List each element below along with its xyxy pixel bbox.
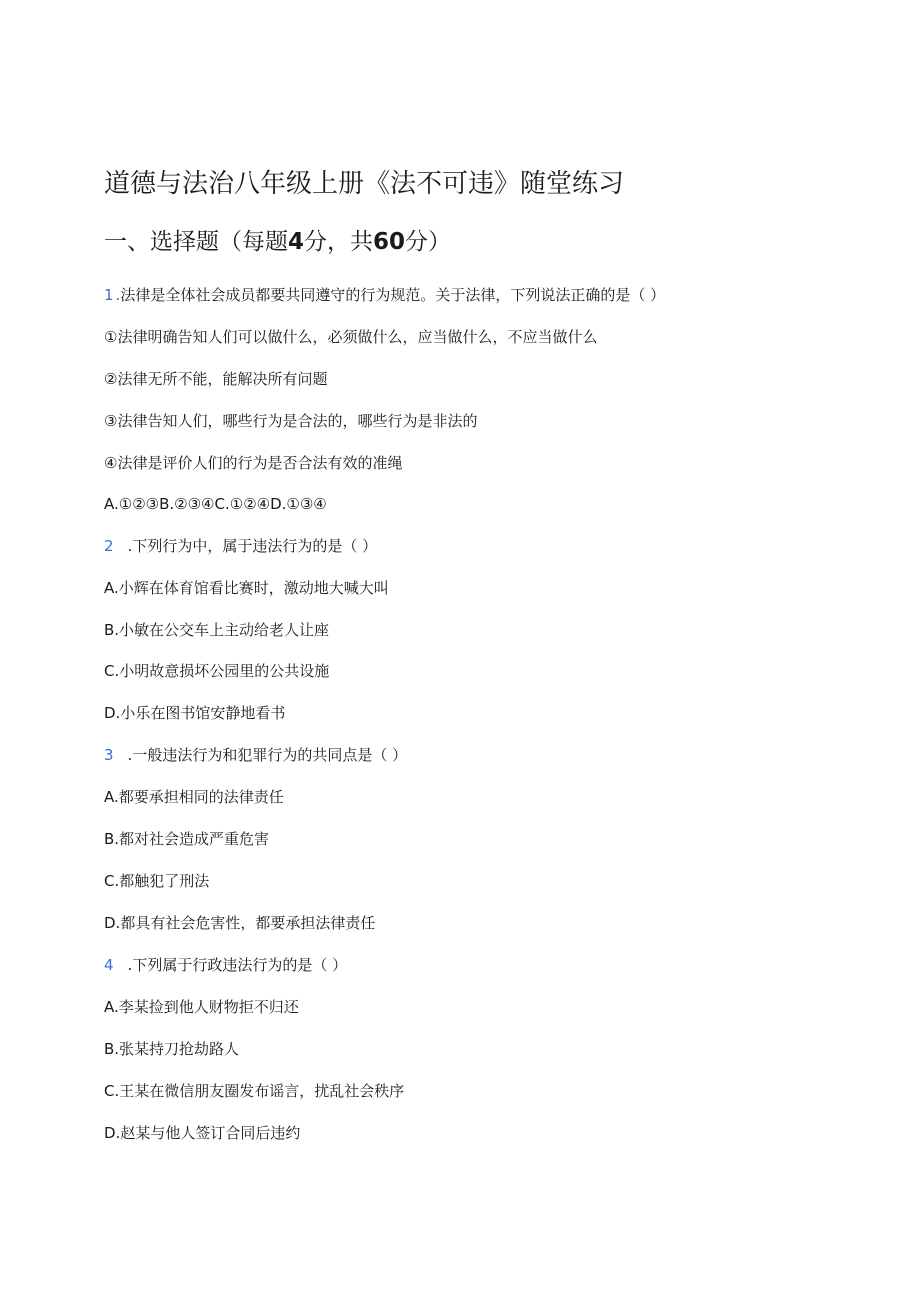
question-4-option-c: C.王某在微信朋友圈发布谣言，扰乱社会秩序 xyxy=(104,1082,405,1100)
section-total-score: 60 xyxy=(373,229,406,255)
question-1-statement-3: ③法律告知人们，哪些行为是合法的，哪些行为是非法的 xyxy=(104,412,478,430)
question-3-separator: . xyxy=(127,746,133,764)
question-2-option-b: B.小敏在公交车上主动给老人让座 xyxy=(104,621,330,639)
question-1-separator: . xyxy=(115,286,121,304)
question-2-option-c: C.小明故意损坏公园里的公共设施 xyxy=(104,662,330,680)
question-3-option-a: A.都要承担相同的法律责任 xyxy=(104,788,284,806)
question-1-number: 1 xyxy=(104,286,114,304)
question-3-text: 一般违法行为和犯罪行为的共同点是（ ） xyxy=(132,746,408,764)
question-3-stem xyxy=(104,745,407,765)
question-4-number: 4 xyxy=(104,956,114,974)
question-1-statement-1: ①法律明确告知人们可以做什么，必须做什么，应当做什么，不应当做什么 xyxy=(104,328,598,346)
question-1-text: 法律是全体社会成员都要共同遵守的行为规范。关于法律，下列说法正确的是（ ） xyxy=(120,286,666,304)
question-2-text: 下列行为中，属于违法行为的是（ ） xyxy=(132,537,378,555)
page-title: 道德与法治八年级上册《法不可违》随堂练习 xyxy=(104,169,625,200)
section-heading xyxy=(104,226,451,258)
question-3-option-b: B.都对社会造成严重危害 xyxy=(104,830,270,848)
question-1-statement-4: ④法律是评价人们的行为是否合法有效的准绳 xyxy=(104,454,403,472)
section-heading-mid: 分，共 xyxy=(304,229,374,255)
question-2-number: 2 xyxy=(104,537,114,555)
question-2-separator: . xyxy=(127,537,133,555)
question-2-option-d: D.小乐在图书馆安静地看书 xyxy=(104,704,286,722)
question-2-option-a: A.小辉在体育馆看比赛时，激动地大喊大叫 xyxy=(104,579,389,597)
question-1-stem xyxy=(104,285,665,305)
section-per-score: 4 xyxy=(288,229,305,255)
question-4-option-b: B.张某持刀抢劫路人 xyxy=(104,1040,240,1058)
section-heading-suffix: 分） xyxy=(405,229,452,255)
question-3-option-d: D.都具有社会危害性，都要承担法律责任 xyxy=(104,914,376,932)
section-heading-prefix: 一、选择题（每题 xyxy=(104,229,288,255)
question-4-option-a: A.李某捡到他人财物拒不归还 xyxy=(104,998,299,1016)
question-4-option-d: D.赵某与他人签订合同后违约 xyxy=(104,1124,301,1142)
question-4-text: 下列属于行政违法行为的是（ ） xyxy=(132,956,348,974)
question-1-statement-2: ②法律无所不能，能解决所有问题 xyxy=(104,370,328,388)
question-4-stem xyxy=(104,955,347,975)
question-2-stem xyxy=(104,536,377,556)
question-3-option-c: C.都触犯了刑法 xyxy=(104,872,210,890)
question-4-separator: . xyxy=(127,956,133,974)
question-1-options: A.①②③B.②③④C.①②④D.①③④ xyxy=(104,495,327,513)
question-3-number: 3 xyxy=(104,746,114,764)
